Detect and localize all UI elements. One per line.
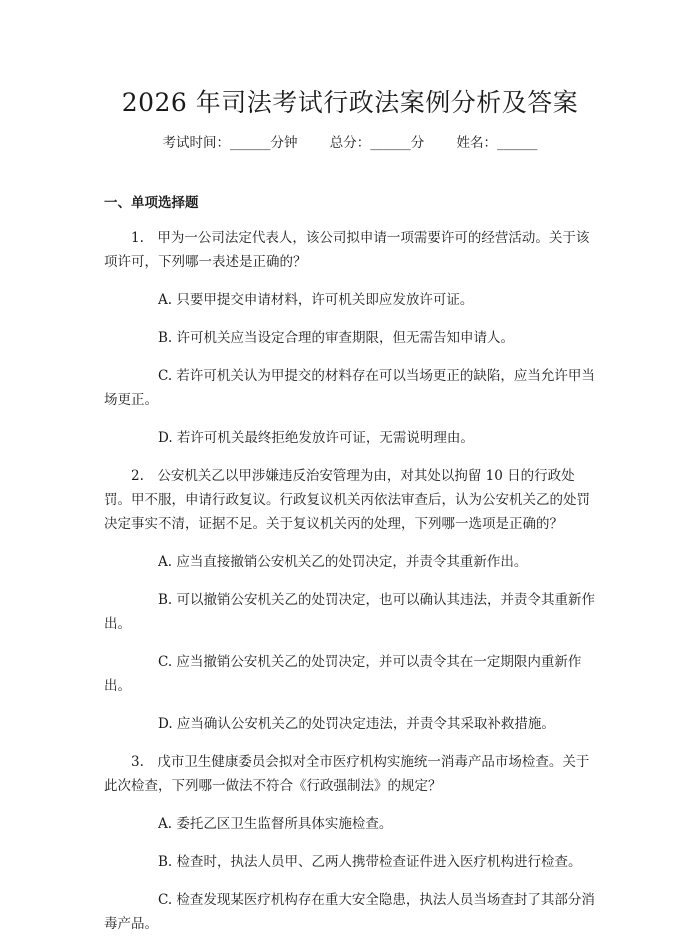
question-1-stem: 1. 甲为一公司法定代表人，该公司拟申请一项需要许可的经营活动。关于该项许可，下列哪一表述是正确的？ (104, 230, 590, 270)
question-list (104, 226, 596, 950)
question-1-option-a: A. 只要甲提交申请材料，许可机关即应发放许可证。 (158, 292, 474, 308)
question-3-option-b: B. 检查时，执法人员甲、乙两人携带检查证件进入医疗机构进行检查。 (158, 854, 582, 870)
question-2-option-c: C. 应当撤销公安机关乙的处罚决定，并可以责令其在一定期限内重新作出。 (104, 654, 582, 694)
question-3-option-a: A. 委托乙区卫生监督所具体实施检查。 (158, 816, 393, 832)
question-3-stem: 3. 戊市卫生健康委员会拟对全市医疗机构实施统一消毒产品市场检查。关于此次检查，下列哪一做法不符合《行政强制法》的规定？ (104, 754, 590, 794)
question-3-option-c: C. 检查发现某医疗机构存在重大安全隐患，执法人员当场查封了其部分消毒产品。 (104, 892, 595, 932)
exam-meta (0, 131, 700, 151)
section-title: 一、单项选择题 (104, 195, 199, 211)
exam-time: 考试时间：______分钟 (162, 135, 298, 151)
exam-name: 姓名：______ (456, 135, 538, 151)
question-2-option-b: B. 可以撤销公安机关乙的处罚决定，也可以确认其违法，并责令其重新作出。 (104, 592, 596, 632)
question-1-option-c: C. 若许可机关认为甲提交的材料存在可以当场更正的缺陷，应当允许甲当场更正。 (104, 368, 595, 408)
question-1-option-b: B. 许可机关应当设定合理的审查期限，但无需告知申请人。 (158, 330, 515, 346)
question-1-option-d: D. 若许可机关最终拒绝发放许可证，无需说明理由。 (158, 430, 474, 446)
page-title: 2026 年司法考试行政法案例分析及答案 (121, 88, 579, 117)
question-2-option-a: A. 应当直接撤销公安机关乙的处罚决定，并责令其重新作出。 (158, 554, 528, 570)
question-2-option-d: D. 应当确认公安机关乙的处罚决定违法，并责令其采取补救措施。 (158, 716, 555, 732)
exam-score: 总分：______分 (329, 135, 425, 151)
question-2-stem: 2. 公安机关乙以甲涉嫌违反治安管理为由，对其处以拘留 10 日的行政处罚。甲不服，申请行政复议。行政复议机关丙依法审查后，认为公安机关乙的处罚决定事实不清，证据不足。关于复议机关丙的处理，下列哪一选项是正确的？ (104, 468, 590, 532)
